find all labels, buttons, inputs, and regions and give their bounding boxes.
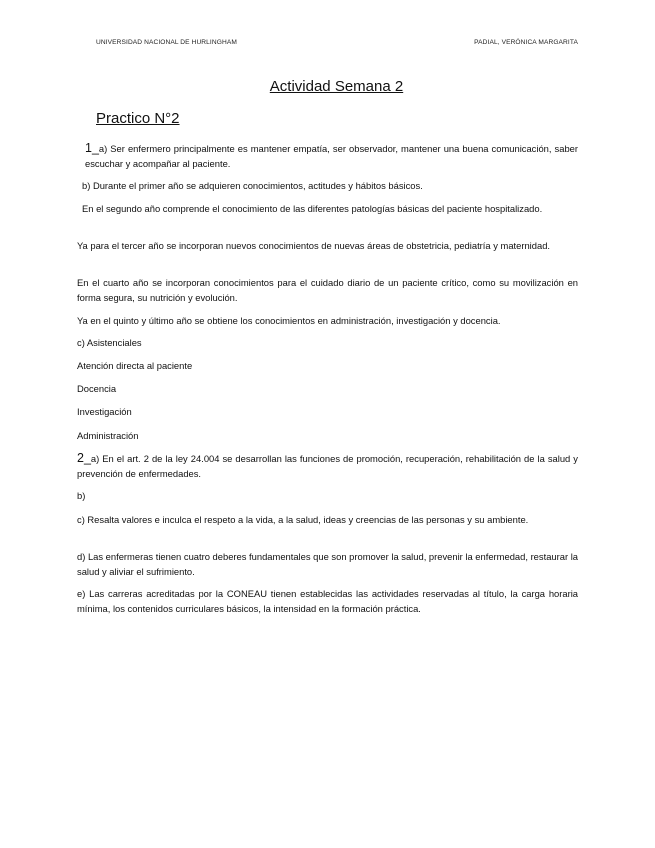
header-institution: UNIVERSIDAD NACIONAL DE HURLINGHAM	[96, 39, 237, 46]
paragraph-2b: b)	[77, 490, 86, 501]
paragraph-1c: c) Asistenciales	[77, 337, 142, 348]
paragraph-2e: e) Las carreras acreditadas por la CONEAU tienen establecidas las actividades reservadas al título, la carga horaria mínima, los contenidos curriculares básicos, la intensidad en la formación práctica.	[77, 588, 578, 614]
paragraph-second-year: En el segundo año comprende el conocimiento de las diferentes patologías básicas del paciente hospitalizado.	[82, 203, 543, 214]
paragraph-fifth-year: Ya en el quinto y último año se obtiene los conocimientos en administración, investigación y docencia.	[77, 315, 501, 326]
paragraph-1b: b) Durante el primer año se adquieren conocimientos, actitudes y hábitos básicos.	[82, 180, 423, 191]
paragraph-1a: 1_a) Ser enfermero principalmente es mantener empatía, ser observador, mantener una buena comunicación, saber escuchar y acompañar al paciente.	[85, 141, 578, 169]
paragraph-2c: c) Resalta valores e inculca el respeto a la vida, a la salud, ideas y creencias de las personas y su ambiente.	[77, 514, 529, 525]
list-item: Atención directa al paciente	[77, 360, 193, 371]
header-author: PADIAL, VERÓNICA MARGARITA	[474, 39, 578, 46]
paragraph-2d: d) Las enfermeras tienen cuatro deberes fundamentales que son promover la salud, prevenir la enfermedad, restaurar la salud y aliviar el sufrimiento.	[77, 551, 578, 577]
list-item: Investigación	[77, 406, 132, 417]
document-title: Actividad Semana 2	[269, 78, 404, 95]
list-item: Administración	[77, 430, 139, 441]
paragraph-fourth-year: En el cuarto año se incorporan conocimientos para el cuidado diario de un paciente crítico, como su movilización en forma segura, su nutrición y evolución.	[77, 277, 578, 303]
question-number: 1_	[85, 141, 99, 155]
paragraph-2a: 2_a) En el art. 2 de la ley 24.004 se desarrollan las funciones de promoción, recuperación, rehabilitación de la salud y prevención de enfermedades.	[77, 451, 578, 479]
paragraph-third-year: Ya para el tercer año se incorporan nuevos conocimientos de nuevas áreas de obstetricia, pediatría y maternidad.	[77, 240, 551, 251]
list-item: Docencia	[77, 383, 117, 394]
document-subtitle: Practico N°2	[96, 110, 180, 127]
question-number: 2_	[77, 451, 91, 465]
